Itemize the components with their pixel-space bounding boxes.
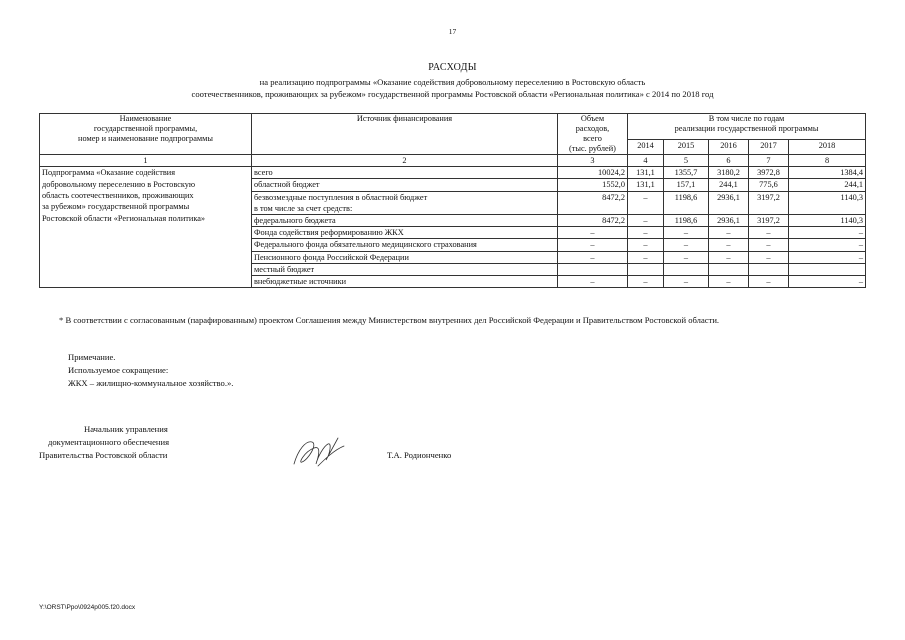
source-cell: областной бюджет — [252, 179, 558, 191]
year-cell — [664, 203, 709, 215]
footnote: * В соответствии с согласованным (парафированным) проектом Соглашения между Министерством внутренних дел Российской Федерации и Правительством Ростовской области. — [59, 315, 720, 325]
source-cell: безвозмездные поступления в областной бюджет — [252, 191, 558, 203]
source-cell: в том числе за счет средств: — [252, 203, 558, 215]
signatory-position-line: Правительства Ростовской области — [39, 450, 168, 460]
file-path: Y:\ORST\Ppo\0924p005.f20.docx — [39, 604, 136, 611]
year-cell: 131,1 — [628, 167, 664, 179]
year-cell: – — [749, 227, 789, 239]
year-cell: 1140,3 — [789, 215, 866, 227]
header-name-line: Наименование — [119, 114, 172, 123]
total-cell: – — [558, 276, 628, 288]
year-cell: 1198,6 — [664, 191, 709, 203]
column-number: 4 — [628, 155, 664, 167]
document-title: РАСХОДЫ — [428, 62, 477, 73]
year-cell — [789, 203, 866, 215]
header-year: 2016 — [709, 139, 749, 154]
document-subtitle-line1: на реализацию подпрограммы «Оказание содействия добровольному переселению в Ростовскую область — [259, 77, 646, 87]
total-cell — [558, 203, 628, 215]
year-cell: – — [749, 251, 789, 263]
year-cell: – — [789, 239, 866, 251]
year-cell — [749, 203, 789, 215]
year-cell: 1140,3 — [789, 191, 866, 203]
year-cell: – — [709, 251, 749, 263]
document-subtitle-line2: соотечественников, проживающих за рубежом» государственной программы Ростовской области «Региональная политика» с 2014 по 2018 год — [191, 89, 714, 99]
handwritten-signature-icon — [288, 430, 348, 475]
year-cell: 1384,4 — [789, 167, 866, 179]
year-cell: – — [664, 251, 709, 263]
total-cell: – — [558, 227, 628, 239]
year-cell: – — [628, 215, 664, 227]
program-name-cell — [40, 167, 252, 288]
header-year: 2014 — [628, 139, 664, 154]
source-cell: всего — [252, 167, 558, 179]
source-cell: федерального бюджета — [252, 215, 558, 227]
header-total-line: расходов, — [575, 124, 610, 133]
year-cell: 244,1 — [709, 179, 749, 191]
page-number: 17 — [448, 27, 457, 36]
year-cell — [628, 263, 664, 275]
year-cell: 131,1 — [628, 179, 664, 191]
year-cell: 3197,2 — [749, 191, 789, 203]
year-cell: – — [628, 276, 664, 288]
program-name-line: Ростовской области «Региональная политика» — [42, 213, 206, 223]
program-name-line: за рубежом» государственной программы — [42, 202, 190, 212]
year-cell: – — [789, 227, 866, 239]
year-cell: – — [628, 191, 664, 203]
header-name-line: государственной программы, — [93, 124, 198, 133]
column-number: 5 — [664, 155, 709, 167]
signatory-position-line: Начальник управления — [84, 424, 168, 434]
year-cell: – — [628, 251, 664, 263]
year-cell: – — [709, 239, 749, 251]
header-total-line: Объем — [580, 114, 605, 123]
year-cell: 244,1 — [789, 179, 866, 191]
column-number: 1 — [40, 155, 252, 167]
year-cell — [749, 263, 789, 275]
total-cell: 8472,2 — [558, 191, 628, 203]
year-cell: – — [664, 227, 709, 239]
signatory-position-line: документационного обеспечения — [48, 437, 170, 447]
year-cell — [628, 203, 664, 215]
total-cell: 1552,0 — [558, 179, 628, 191]
total-cell: 10024,2 — [558, 167, 628, 179]
expenses-table — [39, 113, 866, 288]
note-title: Примечание. — [68, 352, 116, 362]
program-name-line: Подпрограмма «Оказание содействия — [42, 168, 176, 178]
year-cell: 3972,8 — [749, 167, 789, 179]
year-cell: – — [749, 239, 789, 251]
year-cell: 1198,6 — [664, 215, 709, 227]
year-cell: 1355,7 — [664, 167, 709, 179]
source-cell: внебюджетные источники — [252, 276, 558, 288]
year-cell: – — [709, 276, 749, 288]
year-cell: – — [628, 239, 664, 251]
year-cell: – — [749, 276, 789, 288]
column-number: 7 — [749, 155, 789, 167]
header-name-line: номер и наименование подпрограммы — [78, 134, 213, 143]
year-cell: 3180,2 — [709, 167, 749, 179]
year-cell: 2936,1 — [709, 215, 749, 227]
year-cell: – — [664, 276, 709, 288]
year-cell — [709, 263, 749, 275]
source-cell: Пенсионного фонда Российской Федерации — [252, 251, 558, 263]
header-years-line: В том числе по годам — [708, 114, 785, 123]
header-total-line: (тыс. рублей) — [569, 144, 616, 153]
table-row — [40, 167, 866, 179]
header-year: 2017 — [749, 139, 789, 154]
year-cell — [709, 203, 749, 215]
column-number: 6 — [709, 155, 749, 167]
header-years-group — [628, 114, 866, 140]
table-body — [40, 167, 866, 288]
year-cell: – — [628, 227, 664, 239]
total-cell — [558, 263, 628, 275]
year-cell — [664, 263, 709, 275]
header-total-col — [558, 114, 628, 155]
column-number: 3 — [558, 155, 628, 167]
source-cell: местный бюджет — [252, 263, 558, 275]
signatory-name: Т.А. Родионченко — [387, 450, 452, 460]
year-cell: 775,6 — [749, 179, 789, 191]
program-name-line: добровольному переселению в Ростовскую — [42, 179, 196, 189]
year-cell: – — [709, 227, 749, 239]
header-years-line: реализации государственной программы — [674, 124, 819, 133]
year-cell: – — [664, 239, 709, 251]
total-cell: 8472,2 — [558, 215, 628, 227]
year-cell: – — [789, 276, 866, 288]
column-numbers-row — [40, 155, 866, 167]
total-cell: – — [558, 251, 628, 263]
table-header — [40, 114, 866, 167]
note-line: ЖКХ – жилищно-коммунальное хозяйство.». — [68, 378, 234, 388]
header-year: 2015 — [664, 139, 709, 154]
program-name-line: область соотечественников, проживающих — [42, 191, 194, 201]
header-name-col — [40, 114, 252, 155]
year-cell — [789, 263, 866, 275]
header-total-line: всего — [583, 134, 602, 143]
column-number: 2 — [252, 155, 558, 167]
source-cell: Фонда содействия реформированию ЖКХ — [252, 227, 558, 239]
year-cell: 157,1 — [664, 179, 709, 191]
header-source-col: Источник финансирования — [252, 114, 558, 155]
year-cell: 2936,1 — [709, 191, 749, 203]
note-line: Используемое сокращение: — [68, 365, 169, 375]
column-number: 8 — [789, 155, 866, 167]
header-year: 2018 — [789, 139, 866, 154]
source-cell: Федерального фонда обязательного медицинского страхования — [252, 239, 558, 251]
year-cell: 3197,2 — [749, 215, 789, 227]
total-cell: – — [558, 239, 628, 251]
year-cell: – — [789, 251, 866, 263]
